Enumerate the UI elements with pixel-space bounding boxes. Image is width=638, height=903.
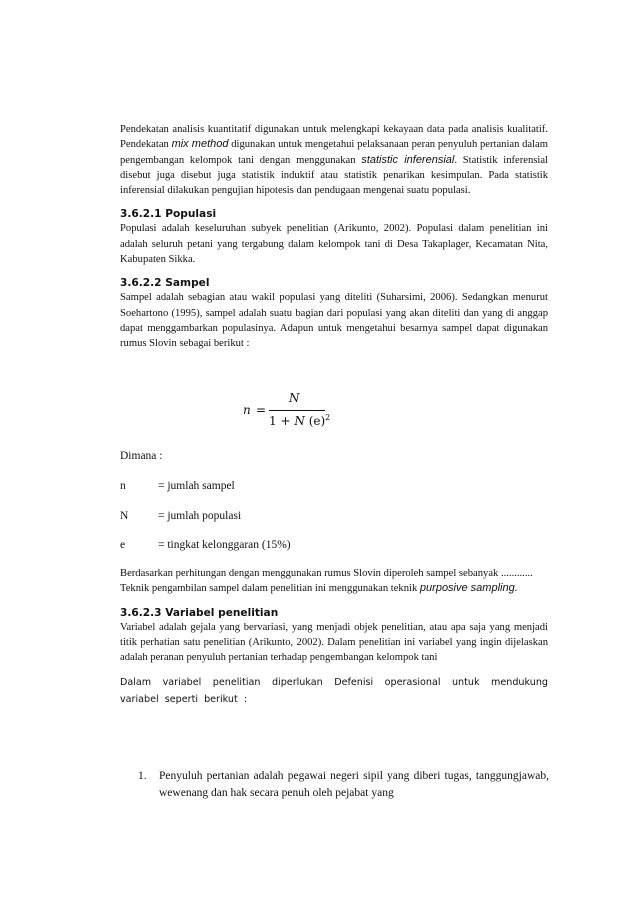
intro-text-3: . Statistik inferensial disebut juga disebut juga statistik induktif atau statistik penarikan kesimpulan. Pada statistik inferensial dilakukan pengujian hipotesis dan pendugaan mengenai suatu populasi. (120, 154, 549, 197)
heading-sampel: 3.6.2.2 Sampel (120, 277, 210, 290)
purposive-sampling-term: purposive sampling. (419, 582, 518, 595)
main-content (120, 122, 548, 352)
formula-lhs: n (243, 403, 251, 417)
sampel-paragraph (120, 290, 548, 351)
definition-desc: = jumlah populasi (158, 510, 242, 522)
list-item-text: Penyuluh pertanian adalah pegawai negeri sipil yang diberi tugas, tanggungjawab, wewenang dan hak secara penuh oleh pejabat yang (159, 770, 549, 799)
lower-content (120, 566, 548, 708)
slovin-result-text: Berdasarkan perhitungan dengan menggunakan rumus Slovin diperoleh sampel sebanyak ............ (120, 568, 533, 579)
den-N: N (294, 414, 305, 428)
den-plus: + (280, 414, 291, 428)
fraction-bar (269, 410, 325, 411)
den-e: (e) (308, 414, 326, 428)
formula-numerator: N (289, 391, 300, 405)
defenisi-note: Dalam variabel penelitian diperlukan Defenisi operasional untuk mendukung variabel seperti berikut : (120, 677, 548, 705)
teknik-text: Teknik pengambilan sampel dalam penelitian ini menggunakan teknik (120, 583, 420, 595)
slovin-formula (243, 391, 353, 431)
variabel-paragraph (120, 620, 548, 666)
populasi-text: Populasi adalah keseluruhan subyek penelitian (Arikunto, 2002). Populasi dalam penelitian ini adalah seluruh petani yang tergabung dalam kelompok tani di Desa Takaplager, Kecamatan Nita, Kabupaten Sikka. (120, 223, 548, 266)
heading-populasi: 3.6.2.1 Populasi (120, 208, 217, 221)
heading-variabel: 3.6.2.3 Variabel penelitian (120, 606, 279, 619)
definition-symbol: e (120, 539, 126, 551)
den-exponent: 2 (325, 413, 331, 422)
intro-text-2: digunakan untuk mengetahui pelaksanaan peran penyuluh pertanian dalam pengembangan kelompok tani dengan menggunakan (120, 139, 548, 166)
statistic-inferensial-term: statistic inferensial (361, 153, 455, 166)
mix-method-term: mix method (171, 138, 229, 151)
formula-equals: = (256, 403, 267, 417)
den-one: 1 (269, 414, 277, 428)
intro-text-1: Pendekatan analisis kuantitatif digunakan untuk melengkapi kekayaan data pada analisis kualitatif. Pendekatan (120, 124, 548, 151)
definition-desc: = jumlah sampel (158, 480, 235, 492)
intro-paragraph (120, 122, 548, 198)
formula-denominator (269, 413, 330, 428)
dimana-label: Dimana : (120, 450, 163, 462)
slovin-result-paragraph (120, 566, 548, 597)
definition-symbol: n (120, 480, 126, 492)
definition-desc: = tingkat kelonggaran (15%) (158, 539, 291, 551)
definition-symbol: N (120, 510, 129, 522)
sampel-text: Sampel adalah sebagian atau wakil populasi yang diteliti (Suharsimi, 2006). Sedangkan menurut Soehartono (1995), sampel adalah suatu bagian dari populasi yang akan diteliti dan yang di anggap dapat menggambarkan populasinya. Adapun untuk mengetahui besarnya sampel dapat digunakan rumus Slovin sebagai berikut : (120, 292, 548, 350)
variabel-text: Variabel adalah gejala yang bervariasi, yang menjadi objek penelitian, atau apa saja yang menjadi titik perhatian satu penelitian (Arikunto, 2002). Dalam penelitian ini variabel yang ingin dijelaskan adalah peranan penyuluh pertanian terhadap pengembangan kelompok tani (120, 621, 548, 664)
list-item-number: 1. (138, 770, 147, 782)
populasi-paragraph (120, 221, 548, 267)
